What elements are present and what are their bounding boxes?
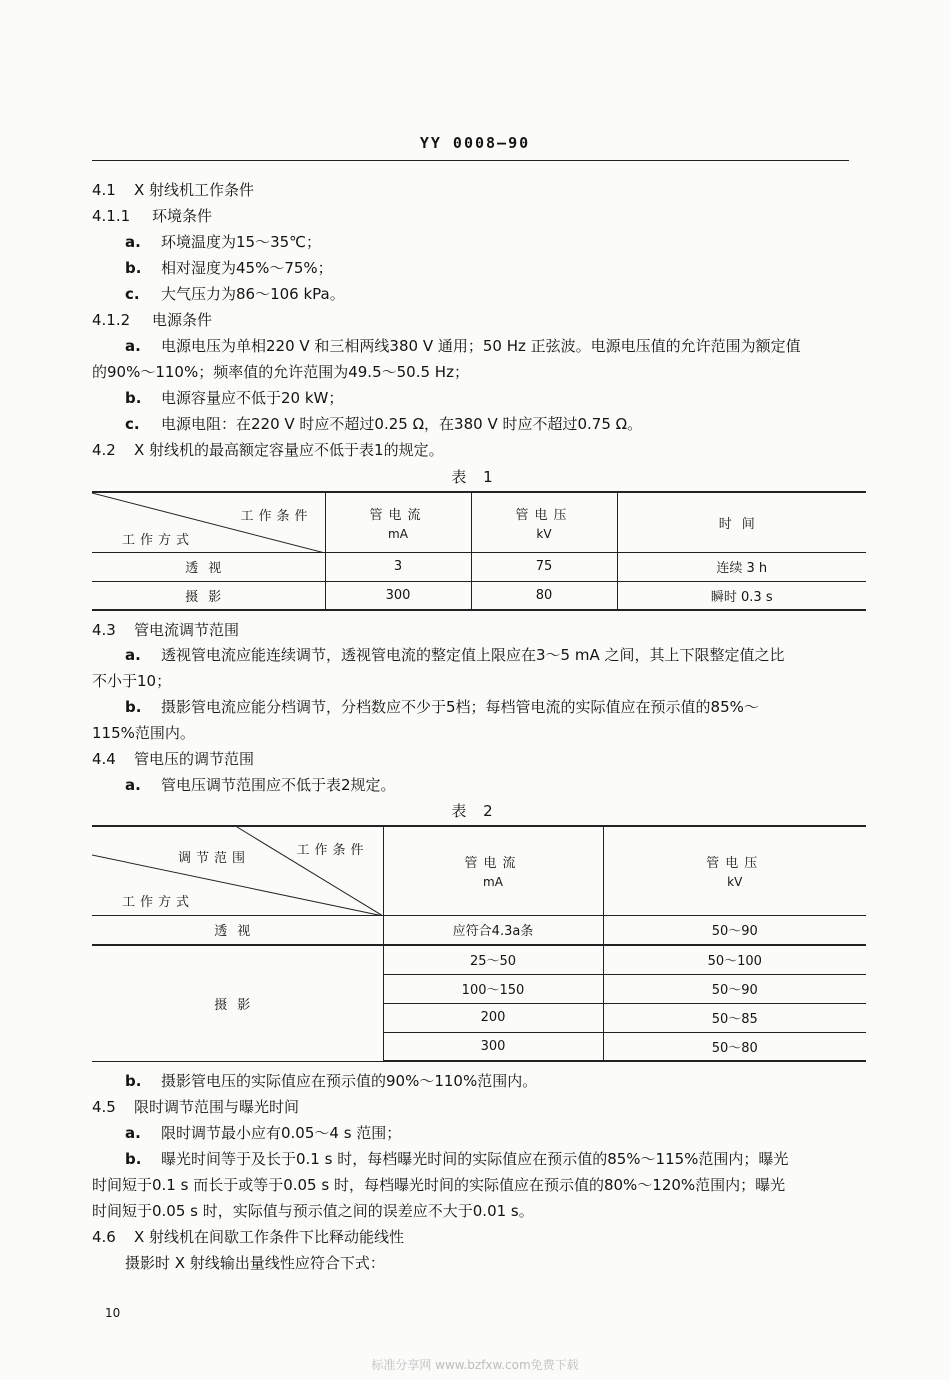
section-number: 4.3 [92,621,116,639]
section-number: 4.1.1 [92,207,131,225]
table-row [92,552,866,581]
table-1-diagonal-header [92,492,325,552]
section-4-3-heading [92,620,239,640]
section-title: X 射线机在间歇工作条件下比释动能线性 [134,1228,405,1246]
item-text: 环境温度为15～35℃； [161,233,322,251]
power-item-b [125,388,343,408]
item-text: 电源容量应不低于20 kW； [161,389,344,407]
env-item-b [125,258,333,278]
voltage-cell: 50～100 [603,945,866,974]
section-title: 电源条件 [152,311,213,329]
table-1 [92,491,866,611]
item-text: 管电压调节范围应不低于表2规定。 [161,776,396,794]
timer-item-a [125,1123,401,1143]
col-header-tube-voltage [603,826,866,915]
col-unit: kV [536,526,552,541]
diag-label-range: 调节范围 [178,851,251,866]
current-item-a [125,645,785,665]
section-4-1-1-heading [92,206,212,226]
section-number: 4.1.2 [92,311,131,329]
section-title: X 射线机工作条件 [134,181,255,199]
voltage-cell: 50～90 [603,974,866,1003]
power-item-a [125,336,801,356]
item-text: 摄影管电流应能分档调节，分档数应不少于5档；每档管电流的实际值应在预示值的85%～ [161,698,759,716]
item-text: 电源电阻：在220 V 时应不超过0.25 Ω，在380 V 时应不超过0.75 Ω。 [161,415,643,433]
power-item-a-cont: 的90%～110%；频率值的允许范围为49.5～50.5 Hz； [92,363,469,381]
diag-label-conditions: 工作条件 [296,843,369,858]
item-label: b. [125,1150,142,1168]
current-cell: 300 [325,581,471,610]
col-title: 管电压 [515,507,573,523]
item-label: c. [125,285,140,303]
item-label: b. [125,1072,142,1090]
col-unit: mA [388,526,408,541]
item-label: b. [125,698,142,716]
item-text: 电源电压为单相220 V 和三相两线380 V 通用；50 Hz 正弦波。电源电压值的允许范围为额定值 [161,337,801,355]
col-header-tube-current [325,492,471,552]
table-2 [92,825,866,1062]
table-1-caption: 表 1 [451,468,499,486]
current-cell: 100～150 [383,974,603,1003]
item-label: b. [125,389,142,407]
item-label: a. [125,233,141,251]
item-label: a. [125,646,141,664]
table-1-header-row [92,492,866,552]
table-2-header-row [92,826,866,915]
section-number: 4.4 [92,750,116,768]
table-row [92,581,866,610]
item-text: 大气压力为86～106 kPa。 [161,285,345,303]
mode-cell: 透视 [92,915,383,945]
section-4-4-heading [92,749,254,769]
section-title: 环境条件 [152,207,213,225]
table-2-diagonal-header [92,826,383,915]
current-item-b-cont: 115%范围内。 [92,724,195,742]
section-title: 管电压的调节范围 [134,750,255,768]
col-title: 管电流 [464,856,522,872]
diag-label-mode: 工作方式 [122,895,195,910]
linearity-line: 摄影时 X 射线输出量线性应符合下式： [125,1254,385,1272]
table-row [92,915,866,945]
mode-cell: 摄影 [92,945,383,1061]
table-row [92,945,866,974]
watermark-footer: 标准分享网 www.bzfxw.com免费下载 [371,1358,579,1372]
env-item-a [125,232,321,252]
current-cell: 200 [383,1003,603,1032]
current-cell: 应符合4.3a条 [383,915,603,945]
col-header-tube-voltage [471,492,617,552]
time-cell: 连续 3 h [617,552,866,581]
timer-item-b-cont-2: 时间短于0.05 s 时，实际值与预示值之间的误差应不大于0.01 s。 [92,1202,534,1220]
item-label: a. [125,1124,141,1142]
time-cell: 瞬时 0.3 s [617,581,866,610]
section-number: 4.1 [92,181,116,199]
diag-label-conditions: 工作条件 [240,509,313,524]
section-title: 限时调节范围与曝光时间 [134,1098,300,1116]
standard-code: YY 0008—90 [419,134,531,152]
section-number: 4.2 [92,441,116,459]
section-4-1-2-heading [92,310,212,330]
voltage-cell: 75 [471,552,617,581]
voltage-cell: 50～85 [603,1003,866,1032]
item-label: c. [125,415,140,433]
page-number: 10 [105,1306,121,1320]
header-rule [92,160,849,161]
current-cell: 25～50 [383,945,603,974]
section-number: 4.6 [92,1228,116,1246]
current-cell: 3 [325,552,471,581]
section-4-2-heading [92,440,444,460]
current-item-b [125,697,759,717]
item-text: 透视管电流应能连续调节，透视管电流的整定值上限应在3～5 mA 之间，其上下限整定值之比 [161,646,785,664]
item-label: a. [125,776,141,794]
current-cell: 300 [383,1032,603,1061]
mode-cell: 透视 [92,552,325,581]
mode-cell: 摄影 [92,581,325,610]
power-item-c [125,414,642,434]
item-label: a. [125,337,141,355]
table-2-caption: 表 2 [451,802,499,820]
col-unit: mA [483,875,503,890]
section-title: 管电流调节范围 [134,621,240,639]
current-item-a-cont: 不小于10； [92,672,172,690]
item-text: 相对湿度为45%～75%； [161,259,333,277]
col-title: 管电流 [369,507,427,523]
section-4-1-heading [92,180,254,200]
item-label: b. [125,259,142,277]
item-text: 限时调节最小应有0.05～4 s 范围； [161,1124,402,1142]
voltage-cell: 50～80 [603,1032,866,1061]
voltage-cell: 50～90 [603,915,866,945]
item-text: 曝光时间等于及长于0.1 s 时，每档曝光时间的实际值应在预示值的85%～115%范围内；曝光 [161,1150,789,1168]
diag-label-mode: 工作方式 [122,533,195,548]
col-unit: kV [727,875,743,890]
section-title: X 射线机的最高额定容量应不低于表1的规定。 [134,441,444,459]
timer-item-b [125,1149,788,1169]
section-4-6-heading [92,1227,404,1247]
section-4-5-heading [92,1097,299,1117]
item-text: 摄影管电压的实际值应在预示值的90%～110%范围内。 [161,1072,538,1090]
voltage-item-a [125,775,396,795]
section-number: 4.5 [92,1098,116,1116]
col-title: 管电压 [706,856,764,872]
env-item-c [125,284,345,304]
timer-item-b-cont-1: 时间短于0.1 s 而长于或等于0.05 s 时，每档曝光时间的实际值应在预示值的80%～120%范围内；曝光 [92,1176,786,1194]
voltage-item-b [125,1071,537,1091]
voltage-cell: 80 [471,581,617,610]
col-header-time: 时间 [617,492,866,552]
col-header-tube-current [383,826,603,915]
